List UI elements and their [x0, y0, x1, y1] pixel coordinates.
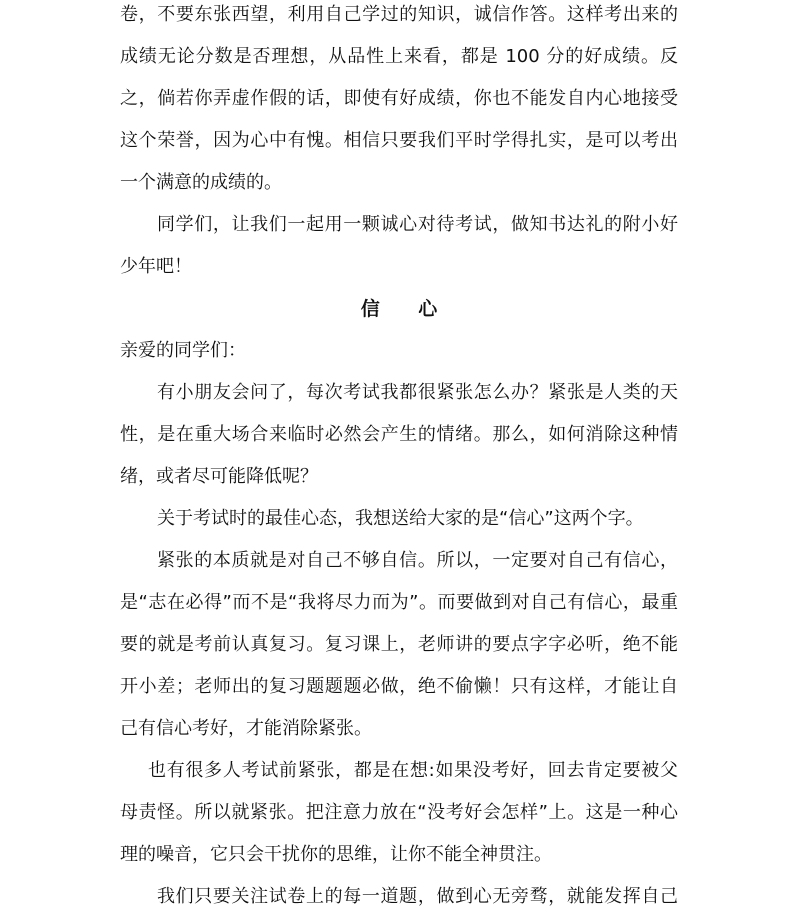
para5-line-1: 我们只要关注试卷上的每一道题，做到心无旁骛，就能发挥自己 — [157, 886, 678, 907]
intro-line-1: 卷，不要东张西望，利用自己学过的知识，诚信作答。这样考出来的 — [120, 4, 678, 25]
document-page — [120, 0, 678, 918]
para4-line-1: 也有很多人考试前紧张，都是在想:如果没考好，回去肯定要被父 — [148, 760, 678, 781]
section-title: 信 心 — [360, 298, 454, 320]
intro-line-3: 之，倘若你弄虚作假的话，即使有好成绩，你也不能发自内心地接受 — [120, 88, 678, 109]
para4-line-2: 母责怪。所以就紧张。把注意力放在“没考好会怎样”上。这是一种心 — [120, 802, 678, 823]
intro-line-2: 成绩无论分数是否理想，从品性上来看，都是 100 分的好成绩。反 — [120, 46, 678, 67]
para2-line-1: 关于考试时的最佳心态，我想送给大家的是“信心”这两个字。 — [157, 508, 644, 529]
para4-line-3: 理的噪音，它只会干扰你的思维，让你不能全神贯注。 — [120, 844, 552, 865]
intro-line-5: 一个满意的成绩的。 — [120, 172, 282, 193]
para1-line-3: 绪，或者尽可能降低呢？ — [120, 466, 318, 487]
para3-line-2: 是“志在必得”而不是“我将尽力而为”。而要做到对自己有信心，最重 — [120, 592, 678, 613]
intro-line-4: 这个荣誉，因为心中有愧。相信只要我们平时学得扎实，是可以考出 — [120, 130, 678, 151]
para3-line-5: 己有信心考好，才能消除紧张。 — [120, 718, 372, 739]
greeting: 亲爱的同学们： — [120, 340, 246, 361]
para1-line-1: 有小朋友会问了，每次考试我都很紧张怎么办？紧张是人类的天 — [157, 382, 678, 403]
closing-line-1: 同学们，让我们一起用一颗诚心对待考试，做知书达礼的附小好 — [157, 214, 678, 235]
para3-line-3: 要的就是考前认真复习。复习课上，老师讲的要点字字必听，绝不能 — [120, 634, 678, 655]
closing-line-2: 少年吧！ — [120, 256, 192, 277]
para1-line-2: 性，是在重大场合来临时必然会产生的情绪。那么，如何消除这种情 — [120, 424, 678, 445]
para3-line-4: 开小差；老师出的复习题题题必做，绝不偷懒！只有这样，才能让自 — [120, 676, 678, 697]
para3-line-1: 紧张的本质就是对自己不够自信。所以，一定要对自己有信心， — [157, 550, 678, 571]
